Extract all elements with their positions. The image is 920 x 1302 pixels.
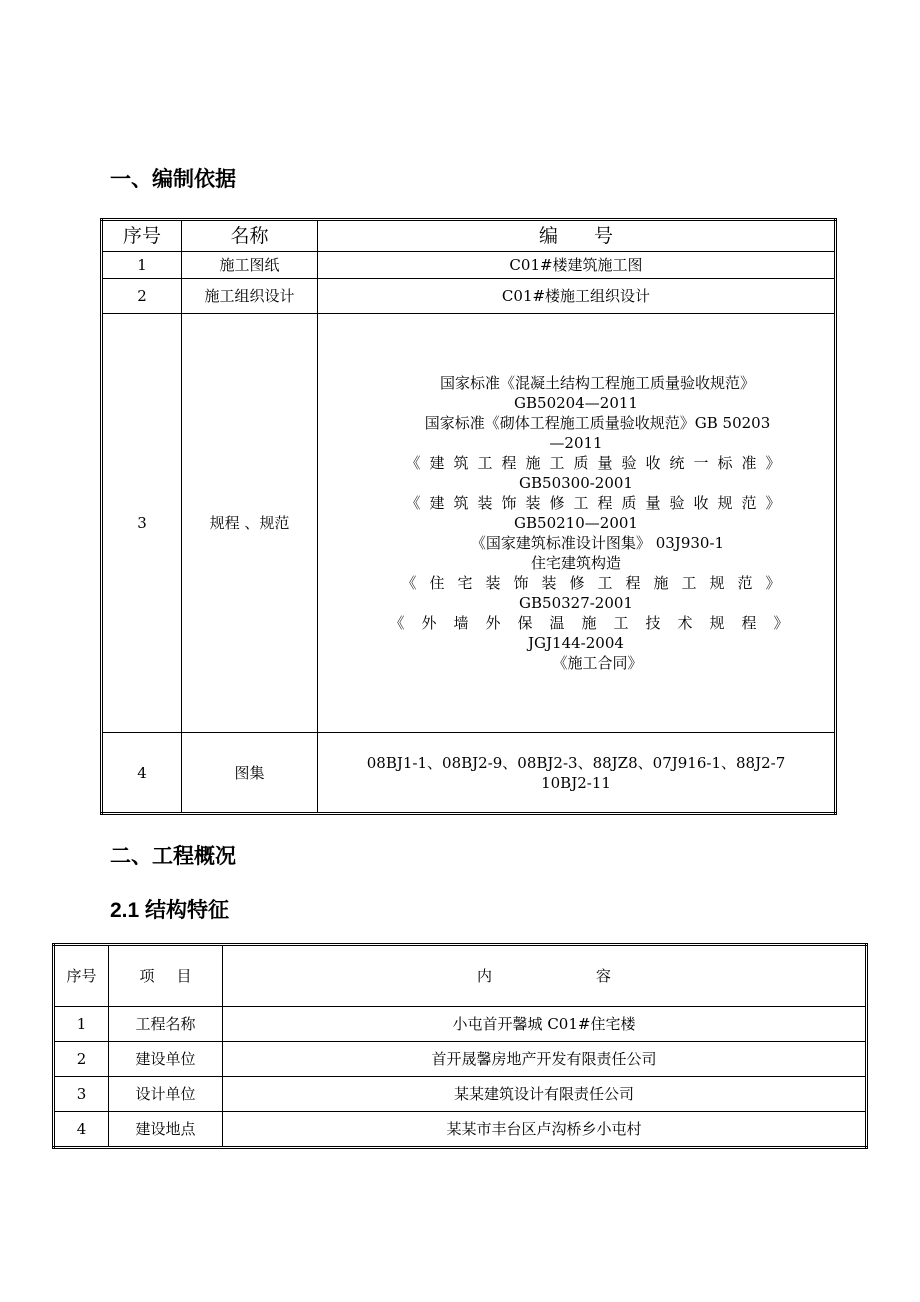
standard-line: 《建筑工程施工质量验收统一标准》 [405, 454, 790, 472]
atlas-line: 10BJ2-11 [541, 773, 611, 792]
row-code: C01#楼建筑施工图 [318, 252, 836, 279]
section-title-basis: 一、编制依据 [110, 167, 236, 191]
row-no: 1 [102, 252, 182, 279]
standard-line: 《建筑装饰装修工程质量验收规范》 [405, 494, 790, 512]
row-content: 小屯首开馨城 C01#住宅楼 [223, 1007, 867, 1042]
standard-line: 《住宅装饰装修工程施工规范》 [401, 574, 794, 592]
section-title-overview: 二、工程概况 [110, 844, 236, 868]
row-name: 规程 、规范 [182, 314, 318, 733]
header-content: 内容 [223, 945, 867, 1007]
row-content: 首开晟馨房地产开发有限责任公司 [223, 1042, 867, 1077]
row-no: 4 [54, 1112, 109, 1148]
atlas-list [318, 733, 836, 814]
table-row [102, 314, 836, 733]
row-no: 3 [102, 314, 182, 733]
row-no: 2 [54, 1042, 109, 1077]
basis-table [100, 218, 837, 815]
header-no: 序号 [54, 945, 109, 1007]
subsection-title-structure: 2.1 结构特征 [110, 899, 230, 922]
row-code: C01#楼施工组织设计 [318, 279, 836, 314]
standards-list [318, 314, 836, 733]
standard-line: 国家标准《砌体工程施工质量验收规范》GB 50203 [424, 414, 771, 432]
standard-line: 住宅建筑构造 [530, 554, 621, 572]
row-name: 图集 [182, 733, 318, 814]
row-no: 2 [102, 279, 182, 314]
atlas-code: 03J930-1 [655, 534, 725, 552]
row-item: 建设单位 [109, 1042, 223, 1077]
header-item: 项目 [109, 945, 223, 1007]
header-no: 序号 [102, 220, 182, 252]
row-no: 4 [102, 733, 182, 814]
row-content: 某某建筑设计有限责任公司 [223, 1077, 867, 1112]
header-name: 名称 [182, 220, 318, 252]
row-name: 施工组织设计 [182, 279, 318, 314]
table-row [54, 1007, 867, 1042]
standard-line: JGJ144-2004 [528, 634, 624, 652]
table-header-row [54, 945, 867, 1007]
standard-line [318, 533, 834, 553]
table-row [102, 252, 836, 279]
table-row [54, 1112, 867, 1148]
row-item: 工程名称 [109, 1007, 223, 1042]
table-row [54, 1077, 867, 1112]
standard-line: GB50204—2011 [514, 394, 638, 412]
row-no: 1 [54, 1007, 109, 1042]
table-row [102, 733, 836, 814]
standard-line: GB50300-2001 [519, 474, 633, 492]
row-item: 设计单位 [109, 1077, 223, 1112]
standard-line: 《施工合同》 [552, 654, 643, 672]
standard-line: 国家标准《混凝土结构工程施工质量验收规范》 [439, 374, 755, 392]
table-header-row [102, 220, 836, 252]
row-name: 施工图纸 [182, 252, 318, 279]
table-row [102, 279, 836, 314]
table-row [54, 1042, 867, 1077]
header-code: 编号 [318, 220, 836, 252]
structure-table [52, 943, 868, 1149]
standard-line: GB50327-2001 [519, 594, 633, 612]
row-no: 3 [54, 1077, 109, 1112]
atlas-line: 08BJ1-1、08BJ2-9、08BJ2-3、88JZ8、07J916-1、88J2-7 [366, 753, 786, 772]
standard-line: 《外墙外保温施工技术规程》 [389, 614, 806, 632]
standard-line: GB50210—2001 [514, 514, 638, 532]
row-content: 某某市丰台区卢沟桥乡小屯村 [223, 1112, 867, 1148]
standard-line: —2011 [549, 434, 603, 452]
row-item: 建设地点 [109, 1112, 223, 1148]
atlas-title: 《国家建筑标准设计图集》 [470, 534, 651, 552]
